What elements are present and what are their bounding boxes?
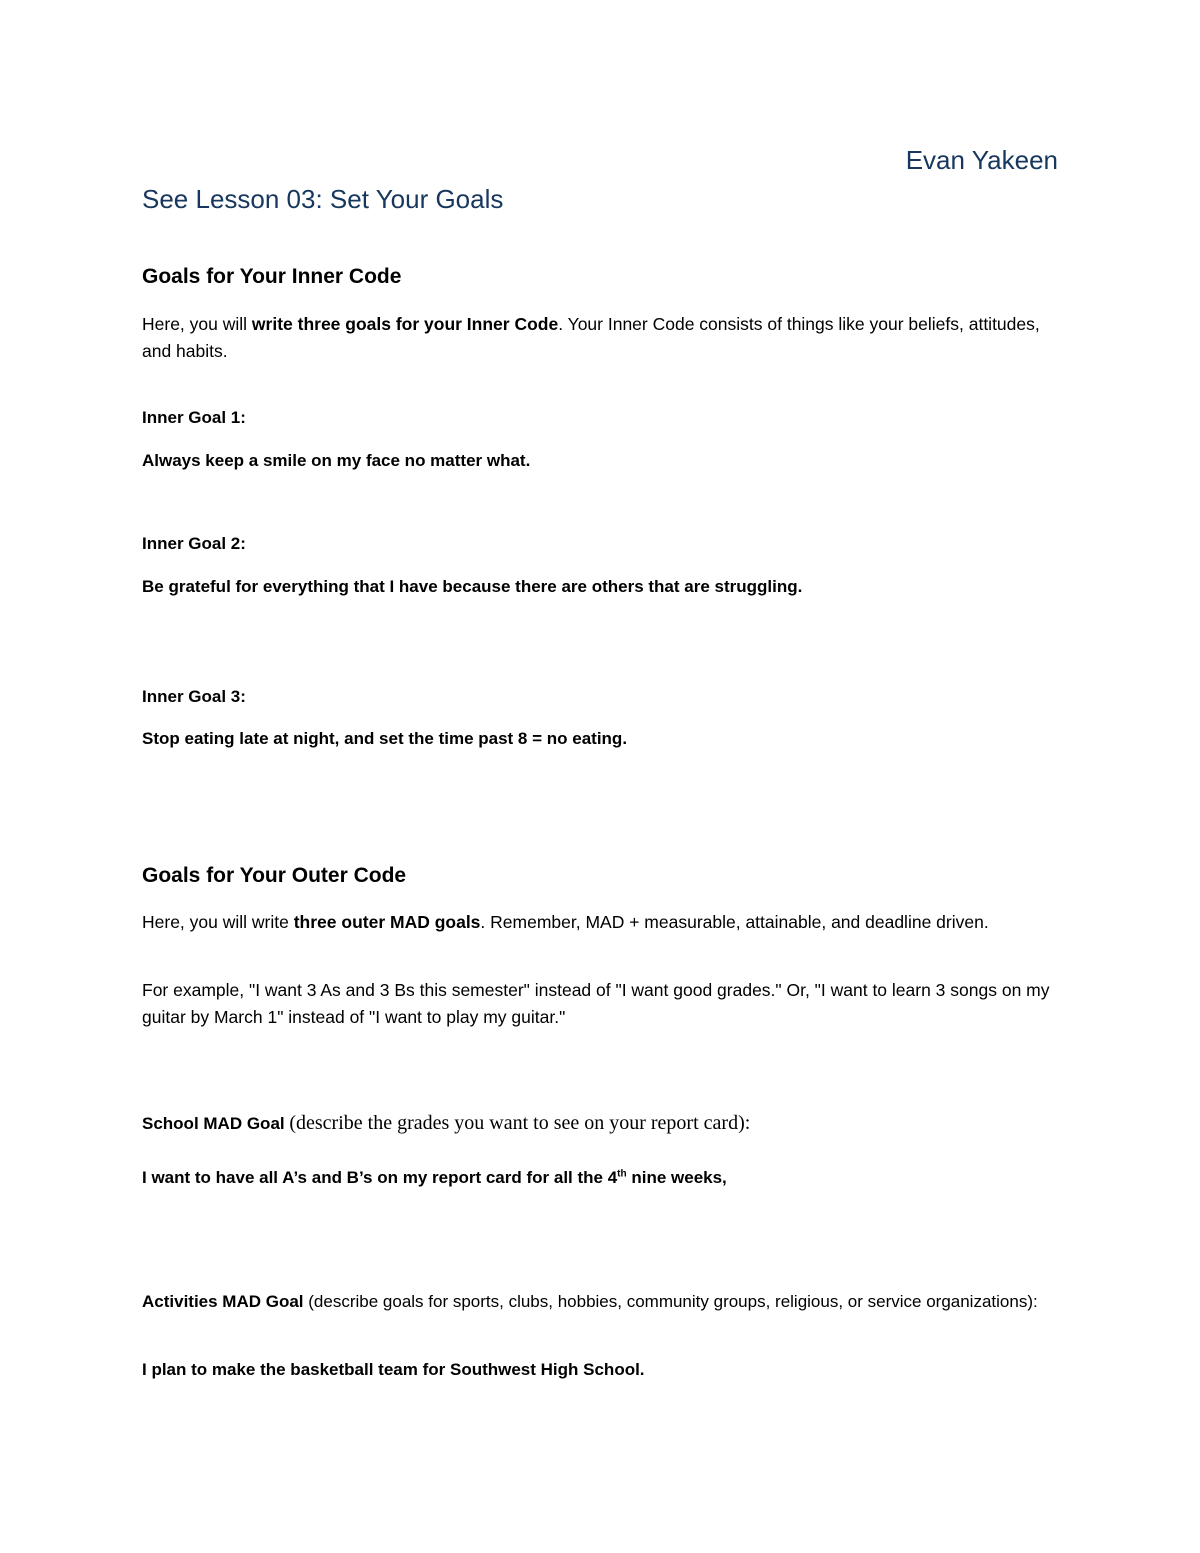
inner-intro-bold: write three goals for your Inner Code [251,314,559,334]
school-goal-label: School MAD Goal [142,1114,290,1133]
outer-code-example: For example, "I want 3 As and 3 Bs this semester" instead of "I want good grades." Or, "I want to learn 3 songs on my guitar by March 1" instead of "I want to play my guitar." [142,980,1050,1027]
activities-goal-label: Activities MAD Goal [142,1292,309,1311]
inner-goal-1-label: Inner Goal 1: [142,408,246,427]
school-answer-sup: th [617,1168,627,1180]
activities-goal-prompt: (describe goals for sports, clubs, hobbies, community groups, religious, or service organizations): [308,1292,1038,1311]
outer-intro-bold: three outer MAD goals [293,912,481,932]
activities-goal-answer: I plan to make the basketball team for Southwest High School. [142,1360,645,1379]
inner-goal-2-answer: Be grateful for everything that I have because there are others that are struggling. [142,577,803,596]
outer-intro-prefix: Here, you will write [142,912,294,932]
school-goal-answer [142,1168,727,1188]
school-goal-prompt: (describe the grades you want to see on your report card): [289,1112,751,1134]
inner-code-intro [142,311,1062,365]
outer-intro-suffix: . Remember, MAD + measurable, attainable, and deadline driven. [480,912,989,932]
page-title: See Lesson 03: Set Your Goals [142,184,504,214]
activities-goal-line [142,1288,1062,1315]
outer-code-heading: Goals for Your Outer Code [142,864,407,887]
inner-goal-2-label: Inner Goal 2: [142,534,246,553]
inner-goal-1-answer: Always keep a smile on my face no matter what. [142,451,531,470]
author-name: Evan Yakeen [905,145,1058,175]
school-goal-line [142,1112,750,1135]
inner-goal-3-label: Inner Goal 3: [142,687,246,706]
outer-code-intro [142,909,1062,936]
inner-code-heading: Goals for Your Inner Code [142,265,402,288]
school-answer-prefix: I want to have all A’s and B’s on my report card for all the 4 [142,1168,618,1187]
inner-intro-suffix: . Your Inner Code consists of things like your beliefs, attitudes, and habits. [142,314,1040,361]
school-answer-suffix: nine weeks, [626,1168,727,1187]
inner-intro-prefix: Here, you will [142,314,252,334]
inner-goal-3-answer: Stop eating late at night, and set the time past 8 = no eating. [142,729,628,748]
